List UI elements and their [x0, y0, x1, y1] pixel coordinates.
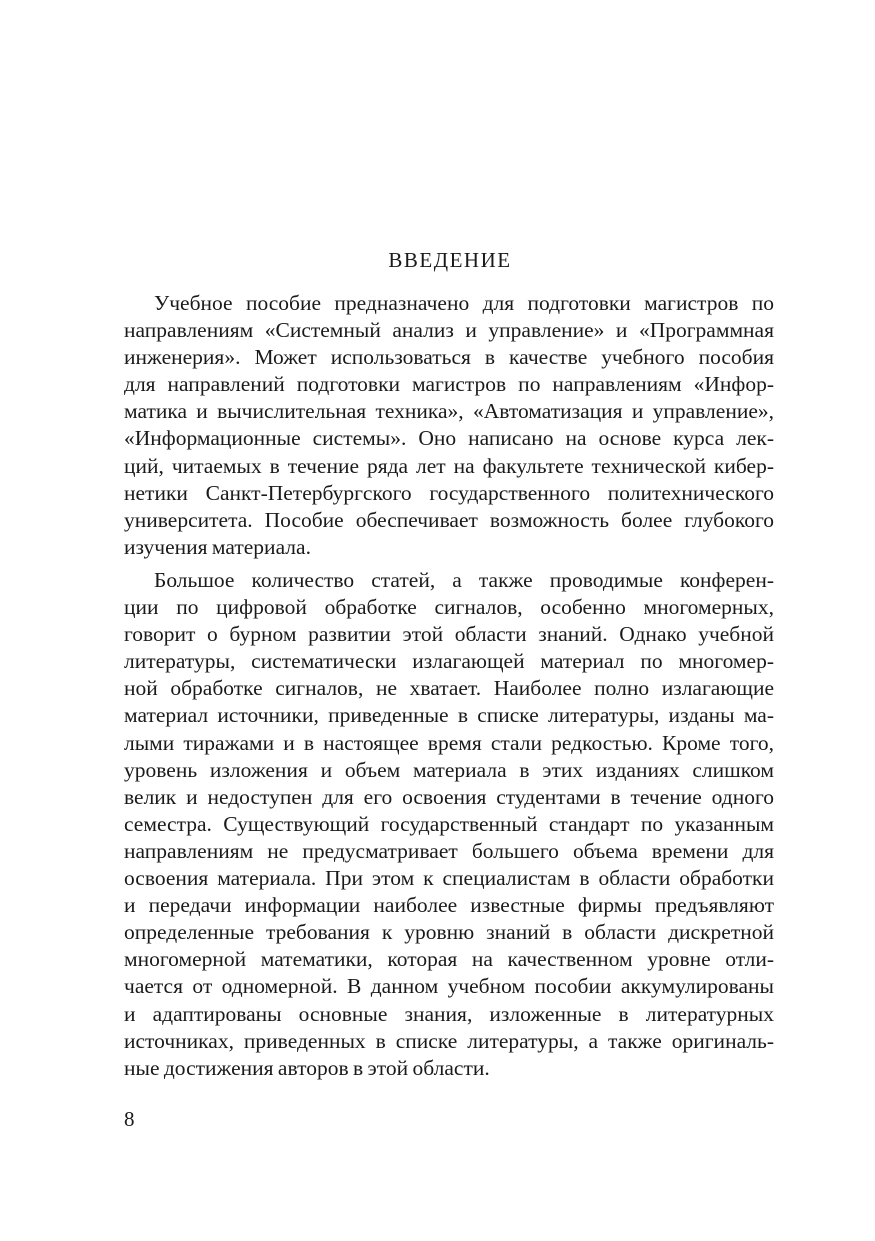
paragraph-1	[124, 290, 774, 561]
paragraph-line: уровень изложения и объем материала в этих изданиях слишком	[124, 757, 774, 782]
paragraph-line: велик и недоступен для его освоения студентами в течение одного	[124, 784, 774, 809]
paragraph-line: лыми тиражами и в настоящее время стали редкостью. Кроме того,	[124, 730, 774, 755]
paragraph-line: говорит о бурном развитии этой области знаний. Однако учебной	[124, 622, 774, 647]
paragraph-line: направлениям не предусматривает большего объема времени для	[124, 838, 774, 863]
paragraph-line: освоения материала. При этом к специалистам в области обработки	[124, 866, 774, 891]
paragraph-line: матика и вычислительная техника», «Автоматизация и управление»,	[124, 399, 774, 424]
paragraph-line: ций, читаемых в течение ряда лет на факультете технической кибер-	[124, 453, 774, 478]
paragraph-line: ции по цифровой обработке сигналов, особенно многомерных,	[124, 595, 774, 620]
paragraph-line: нетики Санкт-Петербургского государственного политехнического	[124, 480, 774, 505]
paragraph-line: определенные требования к уровню знаний в области дискретной	[124, 920, 774, 945]
paragraph-line: ной обработке сигналов, не хватает. Наиболее полно излагающие	[124, 676, 774, 701]
paragraph-line: направлениям «Системный анализ и управление» и «Программная	[124, 318, 774, 343]
paragraph-line: университета. Пособие обеспечивает возможность более глубокого	[124, 507, 774, 532]
paragraph-line: источниках, приведенных в списке литературы, а также оригиналь-	[124, 1028, 774, 1053]
paragraph-line: и адаптированы основные знания, изложенные в литературных	[124, 1001, 774, 1026]
section-heading: ВВЕДЕНИЕ	[388, 248, 512, 272]
paragraph-2	[124, 567, 774, 1082]
paragraph-line: и передачи информации наиболее известные фирмы предъявляют	[124, 893, 774, 918]
paragraph-line: инженерия». Может использоваться в качестве учебного пособия	[124, 345, 774, 370]
page-number: 8	[124, 1107, 135, 1131]
paragraph-line: для направлений подготовки магистров по направлениям «Инфор-	[124, 372, 774, 397]
paragraph-line: ные достижения авторов в этой области.	[124, 1055, 490, 1080]
paragraph-line: Большое количество статей, а также проводимые конферен-	[154, 568, 774, 592]
paragraph-line: «Информационные системы». Оно написано на основе курса лек-	[124, 426, 774, 451]
paragraph-line: многомерной математики, которая на качественном уровне отли-	[124, 947, 774, 972]
paragraph-line: Учебное пособие предназначено для подготовки магистров по	[154, 291, 774, 315]
paragraph-line: чается от одномерной. В данном учебном пособии аккумулированы	[124, 974, 774, 999]
paragraph-line: семестра. Существующий государственный стандарт по указанным	[124, 811, 774, 836]
paragraph-line: материал источники, приведенные в списке литературы, изданы ма-	[124, 703, 774, 728]
paragraph-line: изучения материала.	[124, 534, 311, 559]
paragraph-line: литературы, систематически излагающей материал по многомер-	[124, 649, 774, 674]
